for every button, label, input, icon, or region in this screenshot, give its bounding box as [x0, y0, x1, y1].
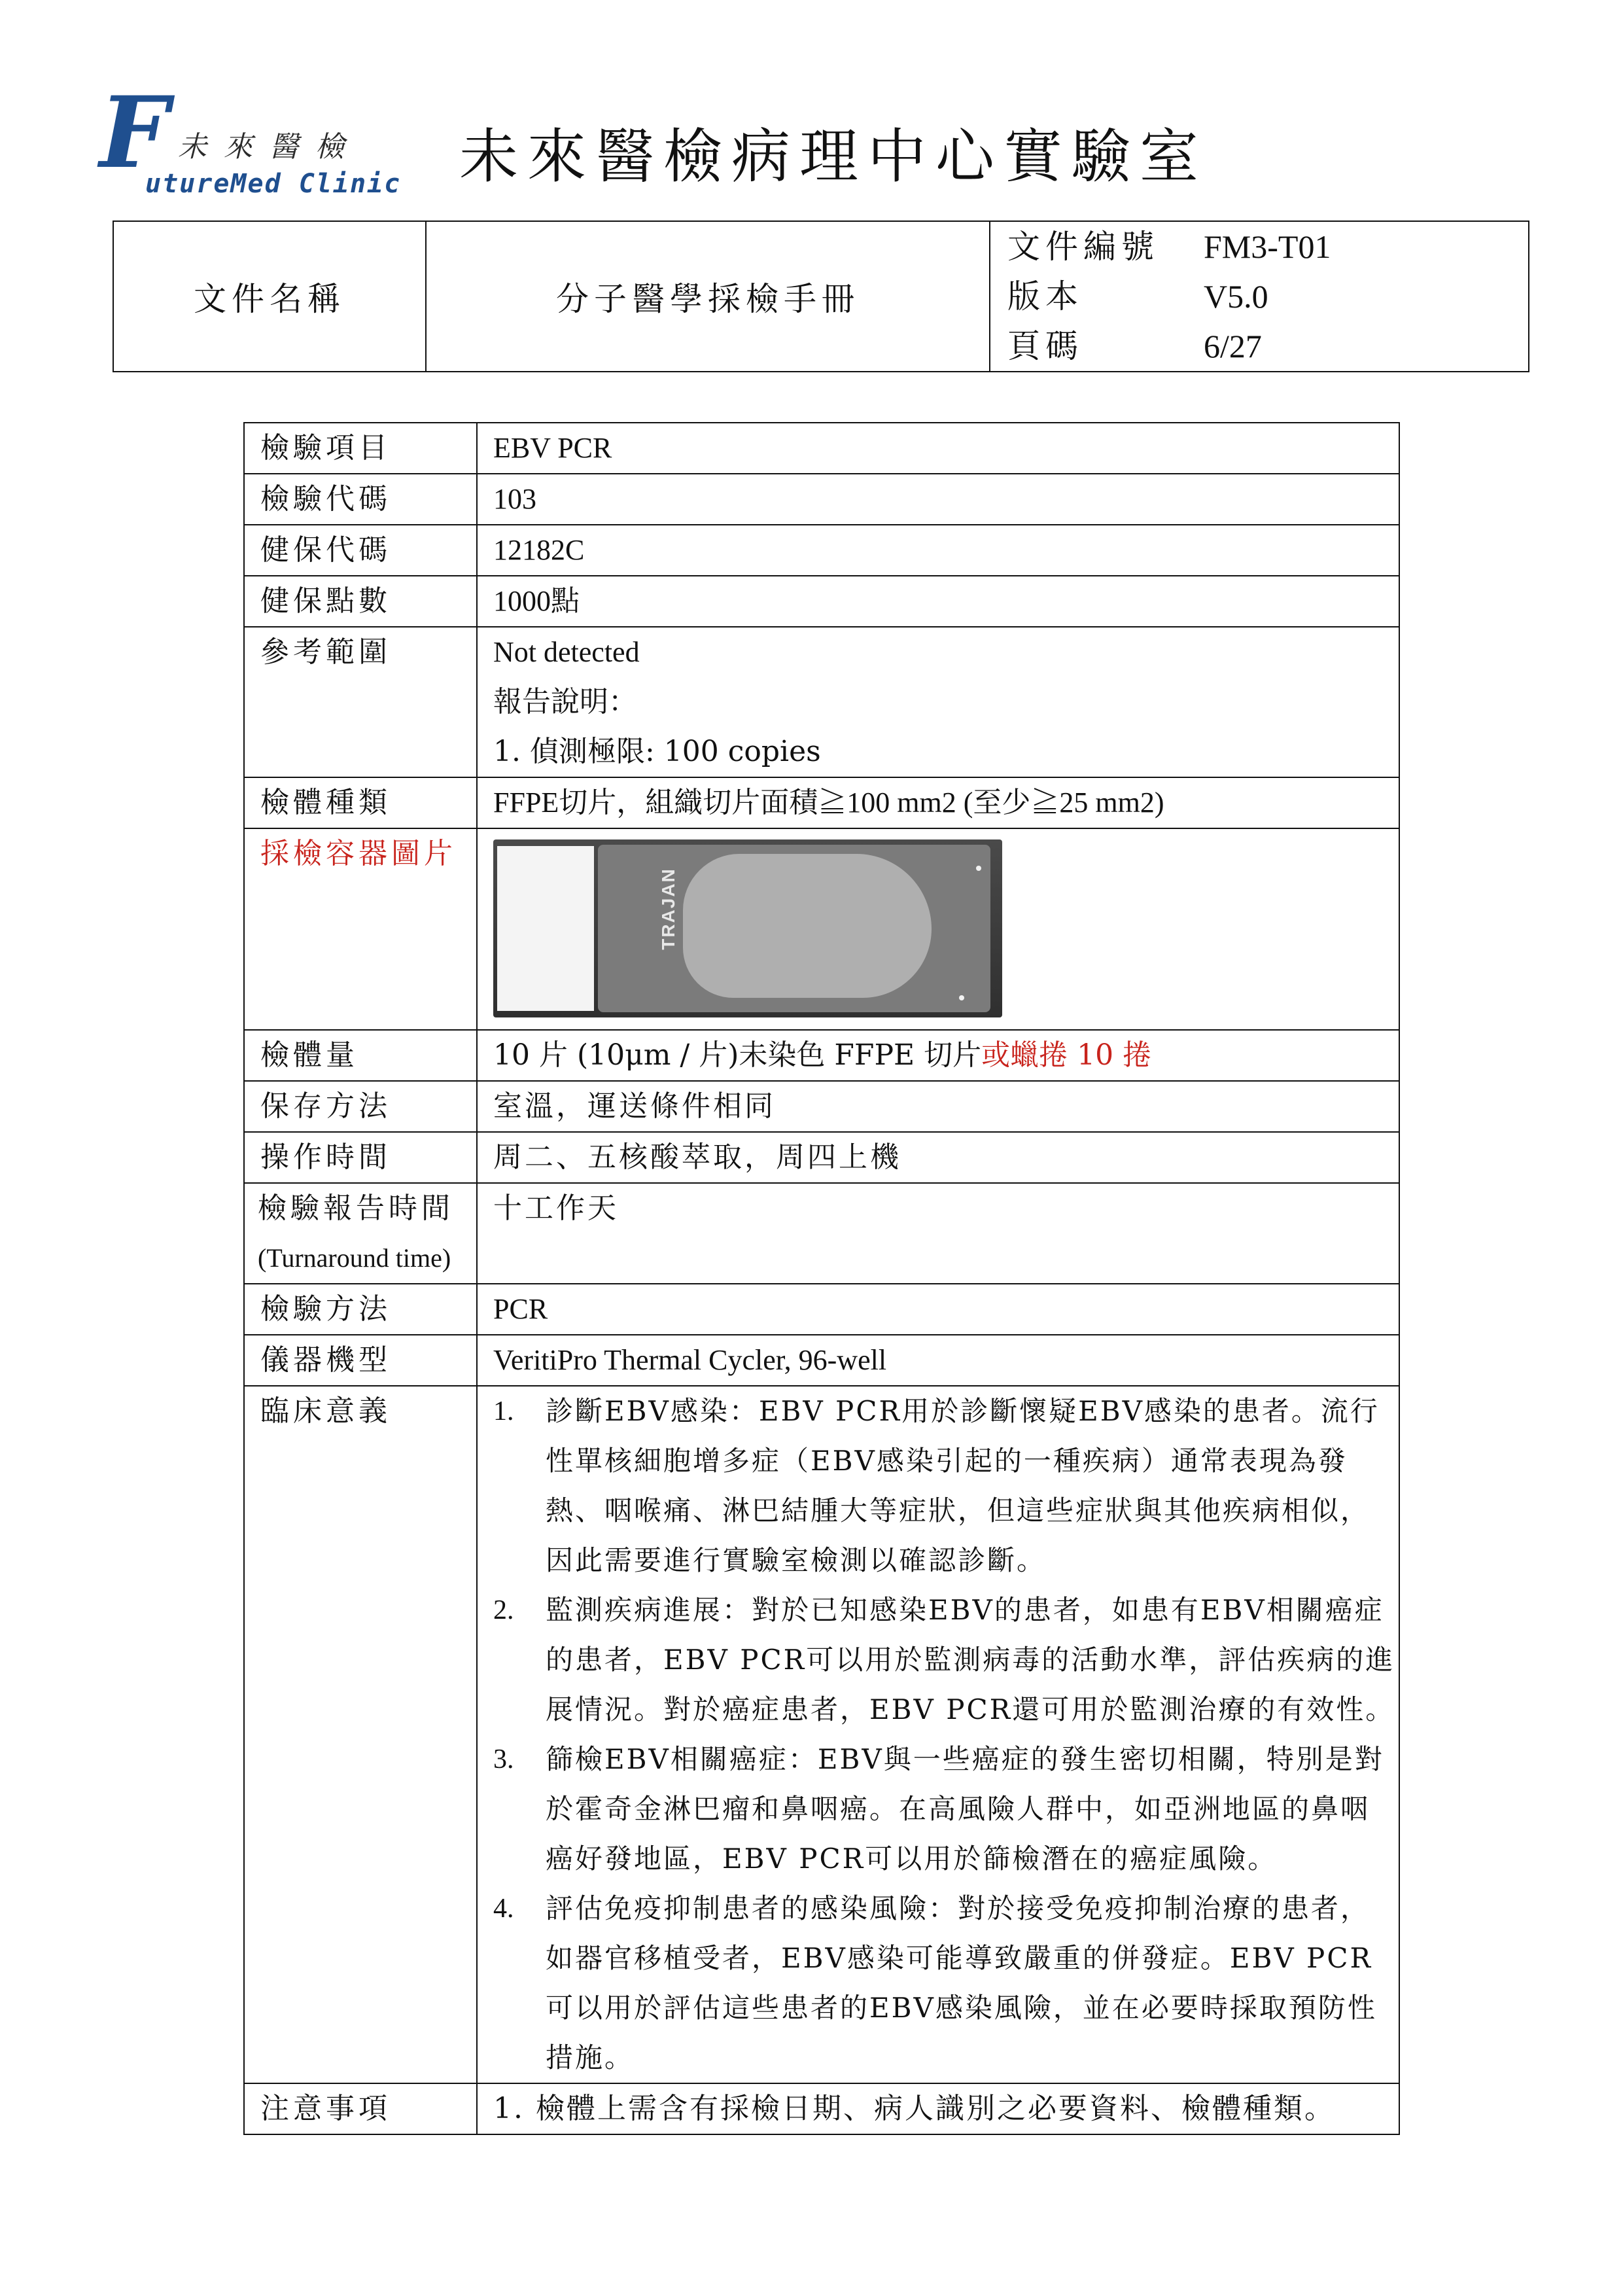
slide-brand-text: TRAJAN [657, 868, 678, 950]
slide-frosted-label [497, 846, 594, 1011]
slide-tissue-section [683, 854, 932, 998]
row-label-reference: 參考範圍 [244, 627, 477, 777]
row-value-nhi-points: 1000點 [477, 576, 1399, 627]
slide-dot [976, 866, 981, 871]
row-value-code: 103 [477, 474, 1399, 525]
row-value-instrument: VeritiPro Thermal Cycler, 96-well [477, 1335, 1399, 1386]
table-row [244, 627, 1399, 777]
table-row [244, 2083, 1399, 2134]
row-value-reference [477, 627, 1399, 777]
clinical-item: 3. 篩檢EBV相關癌症：EBV與一些癌症的發生密切相關，特別是對於霍奇金淋巴瘤和鼻咽癌。在高風險人群中，如亞洲地區的鼻咽癌好發地區，EBV PCR可以用於篩檢潛在的癌症風險。 [493, 1743, 1384, 1875]
clinical-item: 1. 診斷EBV感染：EBV PCR用於診斷懷疑EBV感染的患者。流行性單核細胞增多症（EBV感染引起的一種疾病）通常表現為發熱、咽喉痛、淋巴結腫大等症狀，但這些症狀與其他疾病相似，因此需要進行實驗室檢測以確認診斷。 [493, 1395, 1380, 1576]
logo-letter-f: F [99, 75, 169, 190]
company-logo [99, 77, 440, 208]
doc-version-label: 版本 [1007, 277, 1083, 315]
doc-version-value: V5.0 [1204, 278, 1268, 315]
row-label-specimen-type: 檢體種類 [244, 777, 477, 828]
row-label-tat: 檢驗報告時間 (Turnaround time) [244, 1183, 477, 1284]
row-value-schedule: 周二、五核酸萃取，周四上機 [477, 1132, 1399, 1183]
doc-page-value: 6/27 [1204, 328, 1262, 364]
doc-name-value: 分子醫學採檢手冊 [426, 221, 990, 372]
row-label-nhi-code: 健保代碼 [244, 525, 477, 576]
row-value-item: EBV PCR [477, 423, 1399, 474]
row-value-amount [477, 1030, 1399, 1081]
table-row [244, 1183, 1399, 1284]
reference-value: Not detected [493, 636, 640, 668]
row-label-schedule: 操作時間 [244, 1132, 477, 1183]
row-label-storage: 保存方法 [244, 1081, 477, 1132]
table-row [244, 1386, 1399, 2083]
doc-page-row [990, 321, 1528, 371]
table-row [244, 474, 1399, 525]
slide-dot [959, 995, 964, 1000]
doc-name-label: 文件名稱 [113, 221, 426, 372]
table-row [244, 1030, 1399, 1081]
row-value-storage: 室溫，運送條件相同 [477, 1081, 1399, 1132]
doc-page-label: 頁碼 [1007, 327, 1083, 365]
clinical-item: 4. 評估免疫抑制患者的感染風險：對於接受免疫抑制治療的患者，如器官移植受者，EBV感染可能導致嚴重的併發症。EBV PCR可以用於評估這些患者的EBV感染風險，並在必要時採取預防性措施。 [493, 1892, 1377, 2074]
table-row [244, 1132, 1399, 1183]
detection-limit: 1. 偵測極限: 100 copies [493, 735, 821, 768]
table-row [244, 828, 1399, 1030]
row-value-nhi-code: 12182C [477, 525, 1399, 576]
row-label-nhi-points: 健保點數 [244, 576, 477, 627]
test-info-table [243, 422, 1400, 2135]
doc-number-row [990, 222, 1528, 272]
doc-number-value: FM3-T01 [1204, 228, 1331, 265]
row-value-clinical [477, 1386, 1399, 2083]
row-label-container: 採檢容器圖片 [244, 828, 477, 1030]
table-row [244, 423, 1399, 474]
organization-title: 未來醫檢病理中心實驗室 [459, 122, 1208, 191]
slide-photo [493, 839, 1002, 1017]
row-label-method: 檢驗方法 [244, 1284, 477, 1335]
row-value-method: PCR [477, 1284, 1399, 1335]
doc-number-label: 文件編號 [1007, 228, 1159, 266]
amount-text: 10 片 (10μm / 片)未染色 FFPE 切片 [493, 1038, 982, 1072]
row-label-clinical: 臨床意義 [244, 1386, 477, 2083]
table-row [244, 1284, 1399, 1335]
clinical-item: 2. 監測疾病進展：對於已知感染EBV的患者，如患有EBV相關癌症的患者，EBV PCR可以用於監測病毒的活動水準，評估疾病的進展情況。對於癌症患者，EBV PCR還可用於監測治療的有效性。 [493, 1594, 1395, 1725]
doc-meta-cell [990, 221, 1529, 372]
row-label-amount: 檢體量 [244, 1030, 477, 1081]
row-label-notes: 注意事項 [244, 2083, 477, 2134]
table-row [244, 525, 1399, 576]
row-label-item: 檢驗項目 [244, 423, 477, 474]
row-value-tat: 十工作天 [477, 1183, 1399, 1284]
doc-version-row [990, 272, 1528, 321]
row-label-instrument: 儀器機型 [244, 1335, 477, 1386]
table-row [244, 576, 1399, 627]
table-row [244, 1335, 1399, 1386]
amount-alt-text: 或蠟捲 10 捲 [981, 1038, 1152, 1072]
row-value-container [477, 828, 1399, 1030]
table-row [244, 777, 1399, 828]
logo-english-text: utureMed Clinic [145, 169, 402, 199]
report-note-label: 報告說明： [493, 685, 637, 718]
row-label-code: 檢驗代碼 [244, 474, 477, 525]
logo-chinese-text: 未來醫檢 [178, 130, 361, 164]
row-value-specimen-type: FFPE切片，組織切片面積≧100 mm2 (至少≧25 mm2) [477, 777, 1399, 828]
row-value-notes: 1. 檢體上需含有採檢日期、病人識別之必要資料、檢體種類。 [477, 2083, 1399, 2134]
document-info-table [113, 221, 1529, 372]
table-row [244, 1081, 1399, 1132]
